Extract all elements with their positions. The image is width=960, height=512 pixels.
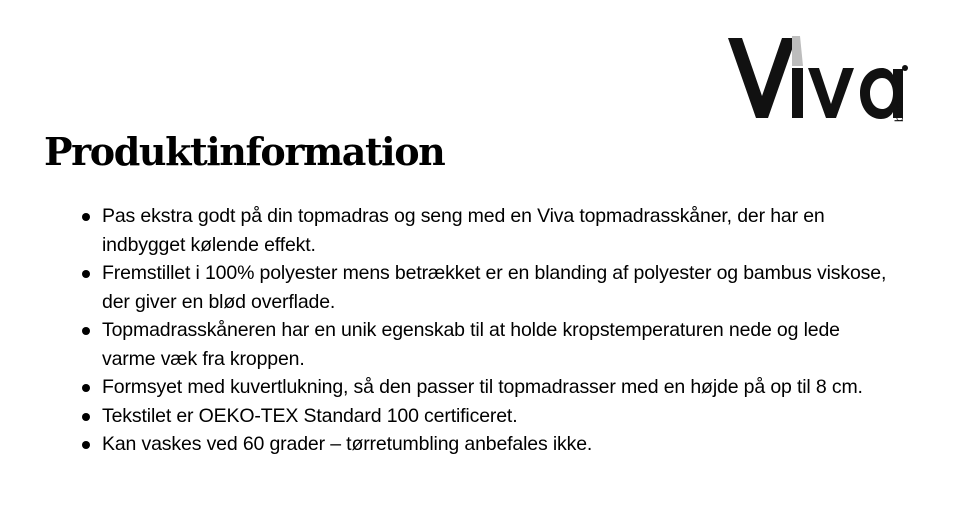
- list-item: [78, 402, 898, 431]
- bullet-icon: [82, 441, 90, 449]
- list-item: [78, 316, 898, 373]
- bullet-icon: [82, 413, 90, 421]
- list-item: [78, 430, 898, 459]
- logo-beds-text: beds: [892, 95, 906, 122]
- viva-logo-graphic: [722, 30, 912, 126]
- bullet-icon: [82, 213, 90, 221]
- list-item-text: Fremstillet i 100% polyester mens betrækket er en blanding af polyester og bambus viskose, der giver en blød overflade.: [102, 262, 887, 313]
- list-item-text: Topmadrasskåneren har en unik egenskab til at holde kropstemperaturen nede og lede varme væk fra kroppen.: [102, 319, 840, 370]
- viva-beds-logo: [722, 30, 912, 126]
- bullet-icon: [82, 327, 90, 335]
- bullet-icon: [82, 384, 90, 392]
- product-info-list: [78, 202, 898, 459]
- list-item: [78, 259, 898, 316]
- list-item: [78, 202, 898, 259]
- page-title: Produktinformation: [44, 129, 445, 174]
- bullet-icon: [82, 270, 90, 278]
- list-item: [78, 373, 898, 402]
- list-item-text: Pas ekstra godt på din topmadras og seng med en Viva topmadrasskåner, der har en indbygget kølende effekt.: [102, 205, 825, 256]
- list-item-text: Formsyet med kuvertlukning, så den passer til topmadrasser med en højde på op til 8 cm.: [102, 376, 863, 398]
- list-item-text: Kan vaskes ved 60 grader – tørretumbling anbefales ikke.: [102, 433, 593, 455]
- list-item-text: Tekstilet er OEKO-TEX Standard 100 certificeret.: [102, 404, 518, 427]
